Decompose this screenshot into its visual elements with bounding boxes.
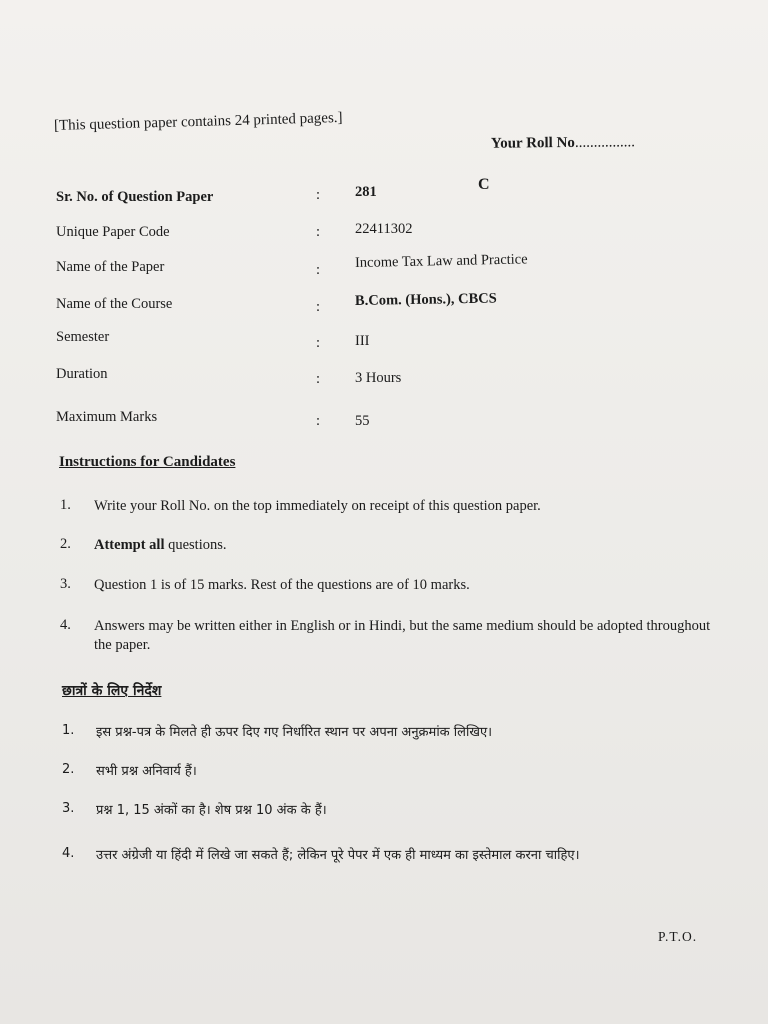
instruction-number: 1. — [60, 497, 71, 513]
instruction-number: 3. — [60, 576, 71, 592]
instruction-item-hindi — [56, 723, 716, 743]
detail-colon: : — [316, 413, 321, 429]
instruction-number: 1. — [62, 723, 75, 738]
detail-label-sr-no: Sr. No. of Question Paper — [56, 189, 214, 205]
instruction-item — [56, 617, 716, 657]
detail-label-course-name: Name of the Course — [56, 296, 173, 312]
detail-value-duration: 3 Hours — [355, 370, 402, 386]
detail-value-paper-name: Income Tax Law and Practice — [354, 251, 528, 271]
instructions-heading-english: Instructions for Candidates — [59, 454, 236, 470]
instruction-text: Question 1 is of 15 marks. Rest of the questions are of 10 marks. — [94, 577, 470, 593]
instruction-number: 2. — [62, 762, 75, 777]
instruction-text: Write your Roll No. on the top immediately on receipt of this question paper. — [94, 498, 541, 514]
detail-value-sr-no: 281 — [355, 184, 377, 200]
detail-colon: : — [316, 335, 321, 351]
detail-colon: : — [316, 371, 321, 387]
detail-label-paper-name: Name of the Paper — [56, 259, 165, 275]
instruction-number: 2. — [60, 536, 71, 552]
instruction-text: इस प्रश्न-पत्र के मिलते ही ऊपर दिए गए निर्धारित स्थान पर अपना अनुक्रमांक लिखिए। — [96, 725, 493, 740]
detail-label-semester: Semester — [56, 329, 110, 345]
detail-value-course-name: B.Com. (Hons.), CBCS — [354, 290, 497, 309]
detail-label-duration: Duration — [56, 366, 108, 382]
instruction-item-hindi — [56, 846, 706, 886]
detail-colon: : — [316, 224, 321, 240]
roll-number-field — [491, 134, 635, 153]
instruction-number: 3. — [62, 801, 75, 816]
paper-set-letter: C — [478, 176, 490, 193]
detail-colon: : — [316, 262, 321, 278]
instruction-item — [56, 576, 716, 596]
page-count-note: [This question paper contains 24 printed pages.] — [53, 109, 343, 134]
detail-colon: : — [316, 187, 321, 203]
instruction-item — [56, 536, 716, 556]
detail-label-max-marks: Maximum Marks — [56, 409, 158, 425]
instruction-emphasis: Attempt all — [94, 537, 165, 553]
instruction-number: 4. — [60, 617, 71, 633]
instruction-item-hindi — [56, 801, 716, 821]
roll-number-label: Your Roll No — [490, 134, 575, 152]
instruction-item — [56, 497, 716, 517]
roll-number-blank: ................ — [574, 134, 635, 151]
instructions-heading-hindi: छात्रों के लिए निर्देश — [62, 683, 162, 699]
instruction-text: उत्तर अंग्रेजी या हिंदी में लिखे जा सकते हैं; लेकिन पूरे पेपर में एक ही माध्यम का इस्तेमाल करना चाहिए। — [96, 848, 580, 863]
detail-label-paper-code: Unique Paper Code — [56, 224, 170, 240]
instruction-text: सभी प्रश्न अनिवार्य हैं। — [96, 764, 197, 779]
detail-colon: : — [316, 299, 321, 315]
detail-value-semester: III — [355, 333, 370, 349]
detail-value-max-marks: 55 — [355, 413, 370, 429]
instruction-number: 4. — [62, 846, 75, 861]
instruction-text: Answers may be written either in English or in Hindi, but the same medium should be adopted throughout the paper. — [94, 618, 711, 653]
instruction-text — [94, 536, 716, 555]
instruction-item-hindi — [56, 762, 716, 782]
instruction-text: प्रश्न 1, 15 अंकों का है। शेष प्रश्न 10 अंक के हैं। — [96, 803, 327, 818]
page-turn-note: P.T.O. — [658, 929, 698, 944]
instruction-rest: questions. — [164, 537, 227, 553]
detail-value-paper-code: 22411302 — [355, 221, 413, 237]
